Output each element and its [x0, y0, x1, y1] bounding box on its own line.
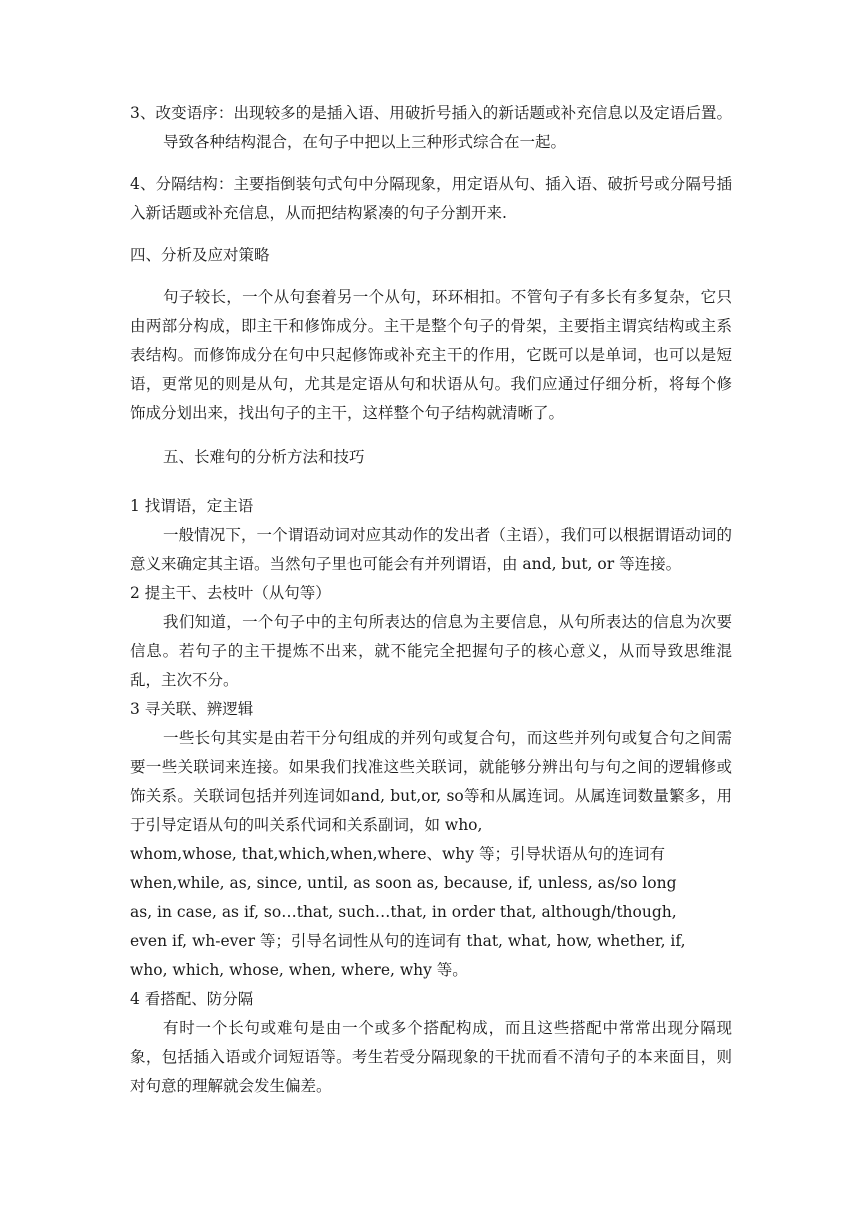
section-5-heading: 五、长难句的分析方法和技巧 — [163, 448, 365, 466]
method-3-line-6: who, which, whose, when, where, why 等。 — [130, 961, 468, 979]
method-3-line-2: whom,whose, that,which,when,where、why 等；引导状语从句的连词有 — [130, 845, 665, 863]
method-3-line-5: even if, wh-ever 等；引导名词性从句的连词有 that, what, how, whether, if, — [130, 932, 686, 950]
method-3-line-4: as, in case, as if, so…that, such…that, in order that, although/though, — [130, 903, 677, 921]
section-4-body: 句子较长，一个从句套着另一个从句，环环相扣。不管句子有多长有多复杂，它只由两部分构成，即主干和修饰成分。主干是整个句子的骨架，主要指主谓宾结构或主系表结构。而修饰成分在句中只起修饰或补充主干的作用，它既可以是单词，也可以是短语，更常见的则是从句，尤其是定语从句和状语从句。我们应通过仔细分析，将每个修饰成分划出来，找出句子的主干，这样整个句子结构就清晰了。 — [130, 288, 732, 422]
method-4-title: 4 看搭配、防分隔 — [130, 990, 254, 1008]
method-3-body: 一些长句其实是由若干分句组成的并列句或复合句，而这些并列句或复合句之间需要一些关联词来连接。如果我们找准这些关联词，就能够分辨出句与句之间的逻辑修或饰关系。关联词包括并列连词如and, but,or, so等和从属连词。从属连词数量繁多，用于引导定语从句的叫关系代词和关系副词，如 who, — [130, 729, 732, 834]
paragraph-item-3: 3、改变语序：出现较多的是插入语、用破折号插入的新话题或补充信息以及定语后置。导致各种结构混合，在句子中把以上三种形式综合在一起。 — [130, 104, 732, 151]
method-4-body: 有时一个长句或难句是由一个或多个搭配构成，而且这些搭配中常常出现分隔现象，包括插入语或介词短语等。考生若受分隔现象的干扰而看不清句子的本来面目，则对句意的理解就会发生偏差。 — [130, 1019, 732, 1095]
method-1-body: 一般情况下，一个谓语动词对应其动作的发出者（主语），我们可以根据谓语动词的意义来确定其主语。当然句子里也可能会有并列谓语，由 and, but, or 等连接。 — [130, 526, 732, 573]
paragraph-item-4: 4、分隔结构：主要指倒装句式句中分隔现象，用定语从句、插入语、破折号或分隔号插入新话题或补充信息，从而把结构紧凑的句子分割开来. — [130, 175, 732, 222]
method-3-title: 3 寻关联、辨逻辑 — [130, 700, 254, 718]
method-1-title: 1 找谓语，定主语 — [130, 497, 254, 515]
method-2-title: 2 提主干、去枝叶（从句等） — [130, 584, 331, 602]
method-3-line-3: when,while, as, since, until, as soon as, because, if, unless, as/so long — [130, 874, 677, 892]
section-4-heading: 四、分析及应对策略 — [130, 246, 270, 264]
method-2-body: 我们知道，一个句子中的主句所表达的信息为主要信息，从句所表达的信息为次要信息。若句子的主干提炼不出来，就不能完全把握句子的核心意义，从而导致思维混乱，主次不分。 — [130, 613, 732, 689]
document-page — [130, 99, 732, 1101]
